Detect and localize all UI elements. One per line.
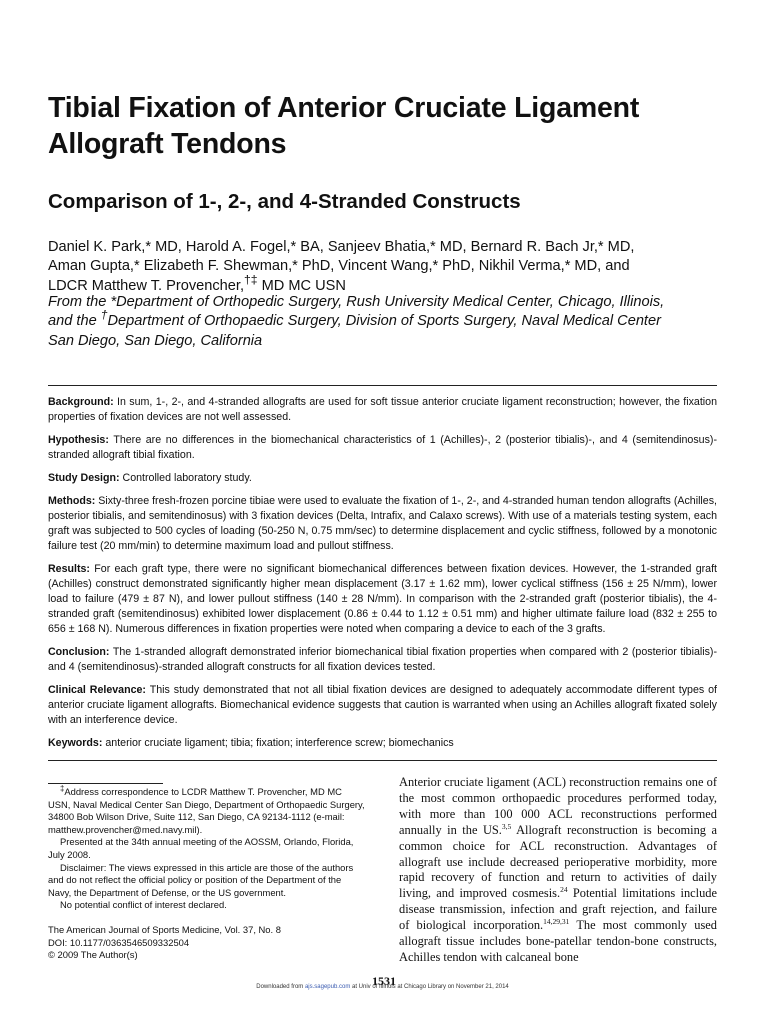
footnote-correspondence bbox=[48, 783, 366, 836]
download-suffix: at Univ of Illinois at Chicago Library on November 21, 2014 bbox=[350, 984, 509, 990]
abstract-methods-label: Methods: bbox=[48, 495, 96, 507]
footnotes bbox=[48, 783, 366, 962]
abstract-results-text: For each graft type, there were no significant biomechanical differences between fixation devices. However, the 1-stranded graft (Achilles) construct demonstrated significantly higher mean displacement (3.17 ± 1.62 mm), lower cyclical stiffness (156 ± 25 N/mm), lower load to failure (479 ± 87 N), and lower pullout stiffness (140 ± 28 N/mm). In comparison with the 2-stranded graft (posterior tibialis), the 4-stranded graft (semitendinosus) exhibited lower displacement (0.86 ± 0.44 to 1.12 ± 0.51 mm) and higher ultimate failure load (832 ± 255 to 656 ± 168 N). Numerous differences in fixation properties were noted when comparing a device to each of the 3 grafts. bbox=[48, 563, 717, 635]
body-sentence-3: Potential limitations include disease transmission, infection and graft rejection, and failure of biological incorporation. bbox=[399, 886, 717, 933]
author-list bbox=[48, 238, 728, 296]
footnote-rule bbox=[48, 783, 163, 784]
abstract-conclusion-text: The 1-stranded allograft demonstrated inferior biomechanical tibial fixation properties when compared with 2 (posterior tibialis)- and 4 (semitendinosus)-stranded allograft constructs for all fixation devices tested. bbox=[48, 646, 717, 673]
abstract-methods-text: Sixty-three fresh-frozen porcine tibiae were used to evaluate the fixation of 1-, 2-, and 4-stranded human tendon allografts (Achilles, posterior tibialis, and semitendinosus) with 3 fixation devices (Delta, Intrafix, and Calaxo screws). With use of a materials testing system, each graft was subjected to 500 cycles of loading (50-250 N, 0.75 mm/sec) to determine displacement and cyclic stiffness, followed by a monotonic failure test (20 mm/min) to determine maximum load and pullout stiffness. bbox=[48, 495, 717, 552]
abstract bbox=[48, 395, 717, 759]
abstract-clinical-relevance bbox=[48, 683, 717, 728]
author-provencher-degree: MD MC USN bbox=[257, 277, 346, 294]
affiliation-navy: Department of Orthopaedic Surgery, Division of Sports Surgery, Naval Medical Center bbox=[107, 313, 661, 330]
article-subtitle: Comparison of 1-, 2-, and 4-Stranded Constructs bbox=[48, 190, 521, 213]
footnote-presented: Presented at the 34th annual meeting of the AOSSM, Orlando, Florida, July 2008. bbox=[48, 836, 354, 860]
abstract-background bbox=[48, 395, 717, 425]
abstract-study-design-text: Controlled laboratory study. bbox=[119, 472, 252, 484]
abstract-conclusion bbox=[48, 645, 717, 675]
doi: DOI: 10.1177/0363546509332504 bbox=[48, 936, 190, 948]
page-number: 1531 bbox=[372, 974, 396, 988]
download-notice bbox=[0, 984, 765, 990]
download-link[interactable]: ajs.sagepub.com bbox=[304, 984, 351, 990]
title-line-1: Tibial Fixation of Anterior Cruciate Ligament bbox=[48, 92, 640, 124]
correspondence-text: Address correspondence to LCDR Matthew T. Provencher, MD MC USN, Naval Medical Center San Diego, Department of Orthopaedic Surgery, 34800 Bob Wilson Drive, Suite 112, San Diego, CA 92134-1112 (e-mail: matthew.provencher@med.navy.mil). bbox=[48, 786, 365, 835]
abstract-keywords-text: anterior cruciate ligament; tibia; fixation; interference screw; biomechanics bbox=[102, 737, 454, 749]
abstract-methods bbox=[48, 494, 717, 554]
title-line-2: Allograft Tendons bbox=[48, 128, 287, 160]
abstract-top-rule bbox=[48, 385, 717, 386]
footnote-conflict: No potential conflict of interest declared. bbox=[60, 899, 227, 911]
copyright: © 2009 The Author(s) bbox=[48, 949, 138, 961]
footnote-disclaimer: Disclaimer: The views expressed in this article are those of the authors and do not reflect the official policy or position of the Department of the Navy, the Department of Defense, or the US government. bbox=[48, 861, 354, 898]
abstract-results bbox=[48, 562, 717, 637]
affiliations bbox=[48, 293, 728, 351]
body-sentence-4: The most commonly used allograft tissue includes bone-patellar tendon-bone constructs, Achilles tendon with calcaneal bone bbox=[399, 918, 717, 964]
citation-marker: 3,5 bbox=[501, 821, 512, 831]
body-sentence-2: Allograft reconstruction is becoming a common choice for ACL reconstruction. Advantages of allograft use include decreased perioperative morbidity, more rapid recovery of function and return to activities of daily living, and improved cosmesis. bbox=[399, 822, 718, 901]
journal-citation: The American Journal of Sports Medicine, Vol. 37, No. 8 bbox=[48, 923, 281, 935]
author-provencher: LDCR Matthew T. Provencher, bbox=[48, 277, 245, 294]
abstract-keywords bbox=[48, 736, 717, 751]
author-line-2: Aman Gupta,* Elizabeth F. Shewman,* PhD, Vincent Wang,* PhD, Nikhil Verma,* MD, and bbox=[48, 258, 630, 275]
abstract-hypothesis-text: There are no differences in the biomechanical characteristics of 1 (Achilles)-, 2 (posterior tibialis)-, and 4 (semitendinosus)-stranded allograft tibial fixation. bbox=[48, 434, 717, 461]
affiliation-connector: and the bbox=[48, 313, 101, 330]
abstract-results-label: Results: bbox=[48, 563, 90, 575]
abstract-study-design bbox=[48, 471, 717, 486]
correspondence-marker: ‡ bbox=[60, 783, 65, 793]
author-footnote-marker: †‡ bbox=[244, 272, 258, 287]
affiliation-line-2 bbox=[48, 308, 728, 331]
body-sentence-1: Anterior cruciate ligament (ACL) reconstruction remains one of the most common orthopaedic procedures performed today, with more than 100 000 ACL reconstructions performed annually in the US. bbox=[399, 775, 717, 837]
abstract-clinical-relevance-text: This study demonstrated that not all tibial fixation devices are designed to adequately accommodate different types of anterior cruciate ligament allografts. Biomechanical evidence suggests that caution is warranted when using an Achilles allograft fixated solely with an interference device. bbox=[48, 684, 717, 726]
abstract-keywords-label: Keywords: bbox=[48, 737, 103, 749]
download-prefix: Downloaded from bbox=[256, 984, 305, 990]
abstract-background-label: Background: bbox=[48, 396, 114, 408]
affiliation-line-1: From the *Department of Orthopedic Surgery, Rush University Medical Center, Chicago, Illinois, bbox=[48, 294, 665, 310]
body-text-column bbox=[399, 775, 717, 966]
citation-marker: 24 bbox=[560, 885, 568, 895]
affiliation-line-3: San Diego, San Diego, California bbox=[48, 332, 263, 349]
abstract-bottom-rule bbox=[48, 760, 717, 761]
abstract-background-text: In sum, 1-, 2-, and 4-stranded allografts are used for soft tissue anterior cruciate ligament reconstruction; however, the fixation properties of fixation devices are not well assessed. bbox=[48, 396, 717, 423]
citation-marker: 14,29,31 bbox=[543, 917, 570, 927]
abstract-study-design-label: Study Design: bbox=[48, 472, 120, 484]
affiliation-marker: † bbox=[100, 308, 108, 323]
abstract-hypothesis-label: Hypothesis: bbox=[48, 434, 109, 446]
abstract-conclusion-label: Conclusion: bbox=[48, 646, 110, 658]
article-title bbox=[48, 90, 728, 162]
abstract-clinical-relevance-label: Clinical Relevance: bbox=[48, 684, 146, 696]
author-line-1: Daniel K. Park,* MD, Harold A. Fogel,* BA, Sanjeev Bhatia,* MD, Bernard R. Bach Jr,* MD, bbox=[48, 239, 635, 255]
abstract-hypothesis bbox=[48, 433, 717, 463]
